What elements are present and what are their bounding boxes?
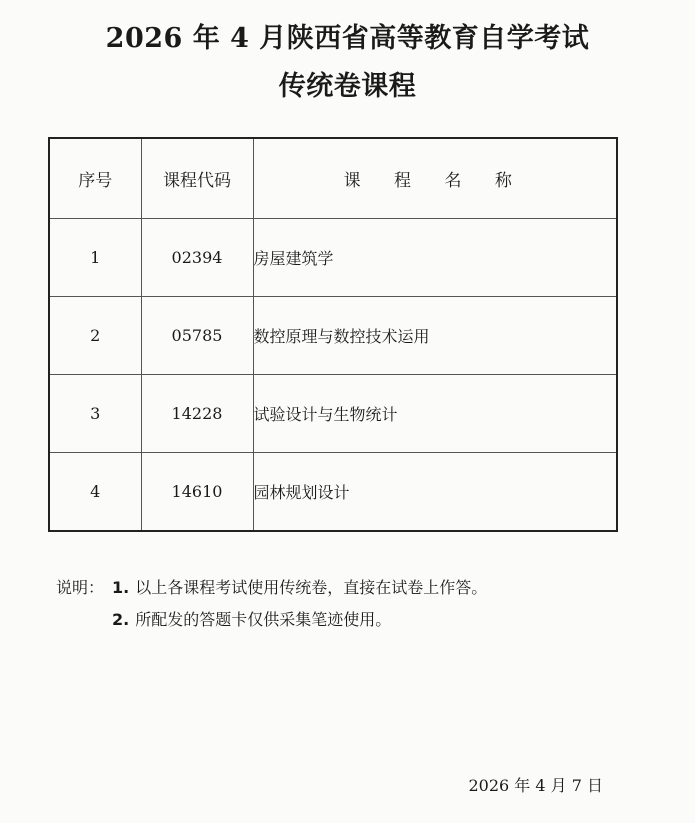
header-seq: 序号 (49, 138, 141, 219)
row-course-name: 房屋建筑学 (253, 219, 617, 297)
row-course-name: 数控原理与数控技术运用 (253, 297, 617, 375)
row-code: 14228 (141, 375, 253, 453)
document-title: 2026 年 4 月陕西省高等教育自学考试 (105, 23, 590, 54)
header-course-name: 课 程 名 称 (253, 138, 617, 219)
note-text: 所配发的答题卡仅供采集笔迹使用。 (135, 610, 392, 629)
table-row (49, 453, 617, 532)
row-code: 05785 (141, 297, 253, 375)
row-course-name: 园林规划设计 (253, 453, 617, 532)
header-code: 课程代码 (141, 138, 253, 219)
row-code: 02394 (141, 219, 253, 297)
note-number: 2. (112, 610, 130, 629)
table-row (49, 375, 617, 453)
note-text: 以上各课程考试使用传统卷，直接在试卷上作答。 (135, 578, 488, 597)
notes-label: 说明： (56, 578, 105, 597)
notes-section (56, 572, 487, 636)
table-row (49, 219, 617, 297)
row-course-name: 试验设计与生物统计 (253, 375, 617, 453)
document-date: 2026 年 4 月 7 日 (468, 776, 603, 795)
note-indent (56, 604, 112, 636)
row-seq: 3 (49, 375, 141, 453)
note-item (56, 572, 487, 604)
row-seq: 1 (49, 219, 141, 297)
table-header-row (49, 138, 617, 219)
note-number: 1. (112, 578, 130, 597)
row-seq: 2 (49, 297, 141, 375)
row-code: 14610 (141, 453, 253, 532)
table-row (49, 297, 617, 375)
document-subtitle: 传统卷课程 (278, 71, 417, 102)
note-item (56, 604, 487, 636)
row-seq: 4 (49, 453, 141, 532)
course-table (48, 137, 618, 532)
